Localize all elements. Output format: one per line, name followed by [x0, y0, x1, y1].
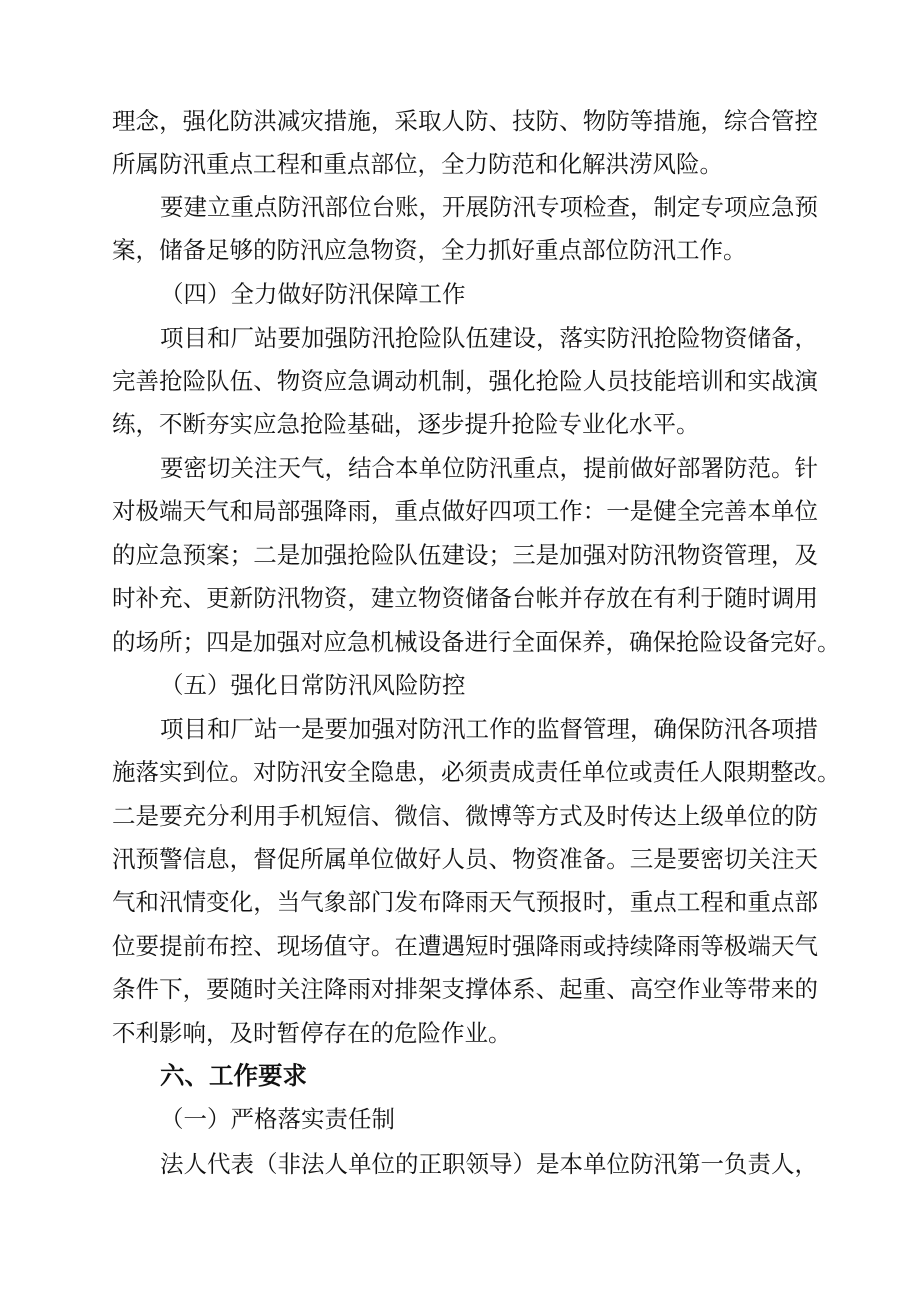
section-heading: （五）强化日常防汛风险防控	[160, 671, 466, 699]
text-line: 的应急预案；二是加强抢险队伍建设；三是加强对防汛物资管理，及	[112, 541, 818, 569]
text-line: 要建立重点防汛部位台账，开展防汛专项检查，制定专项应急预	[160, 193, 818, 221]
text-line: 法人代表（非法人单位的正职领导）是本单位防汛第一负责人，	[160, 1150, 818, 1178]
text-line: 汛预警信息，督促所属单位做好人员、物资准备。三是要密切关注天	[112, 845, 818, 873]
text-line: 位要提前布控、现场值守。在遭遇短时强降雨或持续降雨等极端天气	[112, 932, 818, 960]
text-line: 所属防汛重点工程和重点部位，全力防范和化解洪涝风险。	[112, 150, 723, 178]
text-line: 理念，强化防洪减灾措施，采取人防、技防、物防等措施，综合管控	[112, 107, 818, 135]
text-line: 的场所；四是加强对应急机械设备进行全面保养，确保抢险设备完好。	[112, 628, 841, 656]
text-line: 项目和厂站一是要加强对防汛工作的监督管理，确保防汛各项措	[160, 715, 818, 743]
text-line: 练，不断夯实应急抢险基础，逐步提升抢险专业化水平。	[112, 410, 700, 438]
section-heading: （一）严格落实责任制	[160, 1105, 395, 1133]
chapter-heading: 六、工作要求	[160, 1061, 307, 1090]
text-line: 二是要充分利用手机短信、微信、微博等方式及时传达上级单位的防	[112, 802, 818, 830]
text-line: 施落实到位。对防汛安全隐患，必须责成责任单位或责任人限期整改。	[112, 758, 841, 786]
text-line: 不利影响，及时暂停存在的危险作业。	[112, 1019, 512, 1047]
text-line: 条件下，要随时关注降雨对排架支撑体系、起重、高空作业等带来的	[112, 975, 818, 1003]
text-line: 要密切关注天气，结合本单位防汛重点，提前做好部署防范。针	[160, 454, 818, 482]
text-line: 案，储备足够的防汛应急物资，全力抓好重点部位防汛工作。	[112, 236, 747, 264]
text-line: 项目和厂站要加强防汛抢险队伍建设，落实防汛抢险物资储备，	[160, 324, 818, 352]
text-line: 时补充、更新防汛物资，建立物资储备台帐并存放在有利于随时调用	[112, 584, 818, 612]
text-line: 气和汛情变化，当气象部门发布降雨天气预报时，重点工程和重点部	[112, 888, 818, 916]
section-heading: （四）全力做好防汛保障工作	[160, 280, 466, 308]
text-line: 完善抢险队伍、物资应急调动机制，强化抢险人员技能培训和实战演	[112, 367, 818, 395]
text-line: 对极端天气和局部强降雨，重点做好四项工作：一是健全完善本单位	[112, 497, 818, 525]
